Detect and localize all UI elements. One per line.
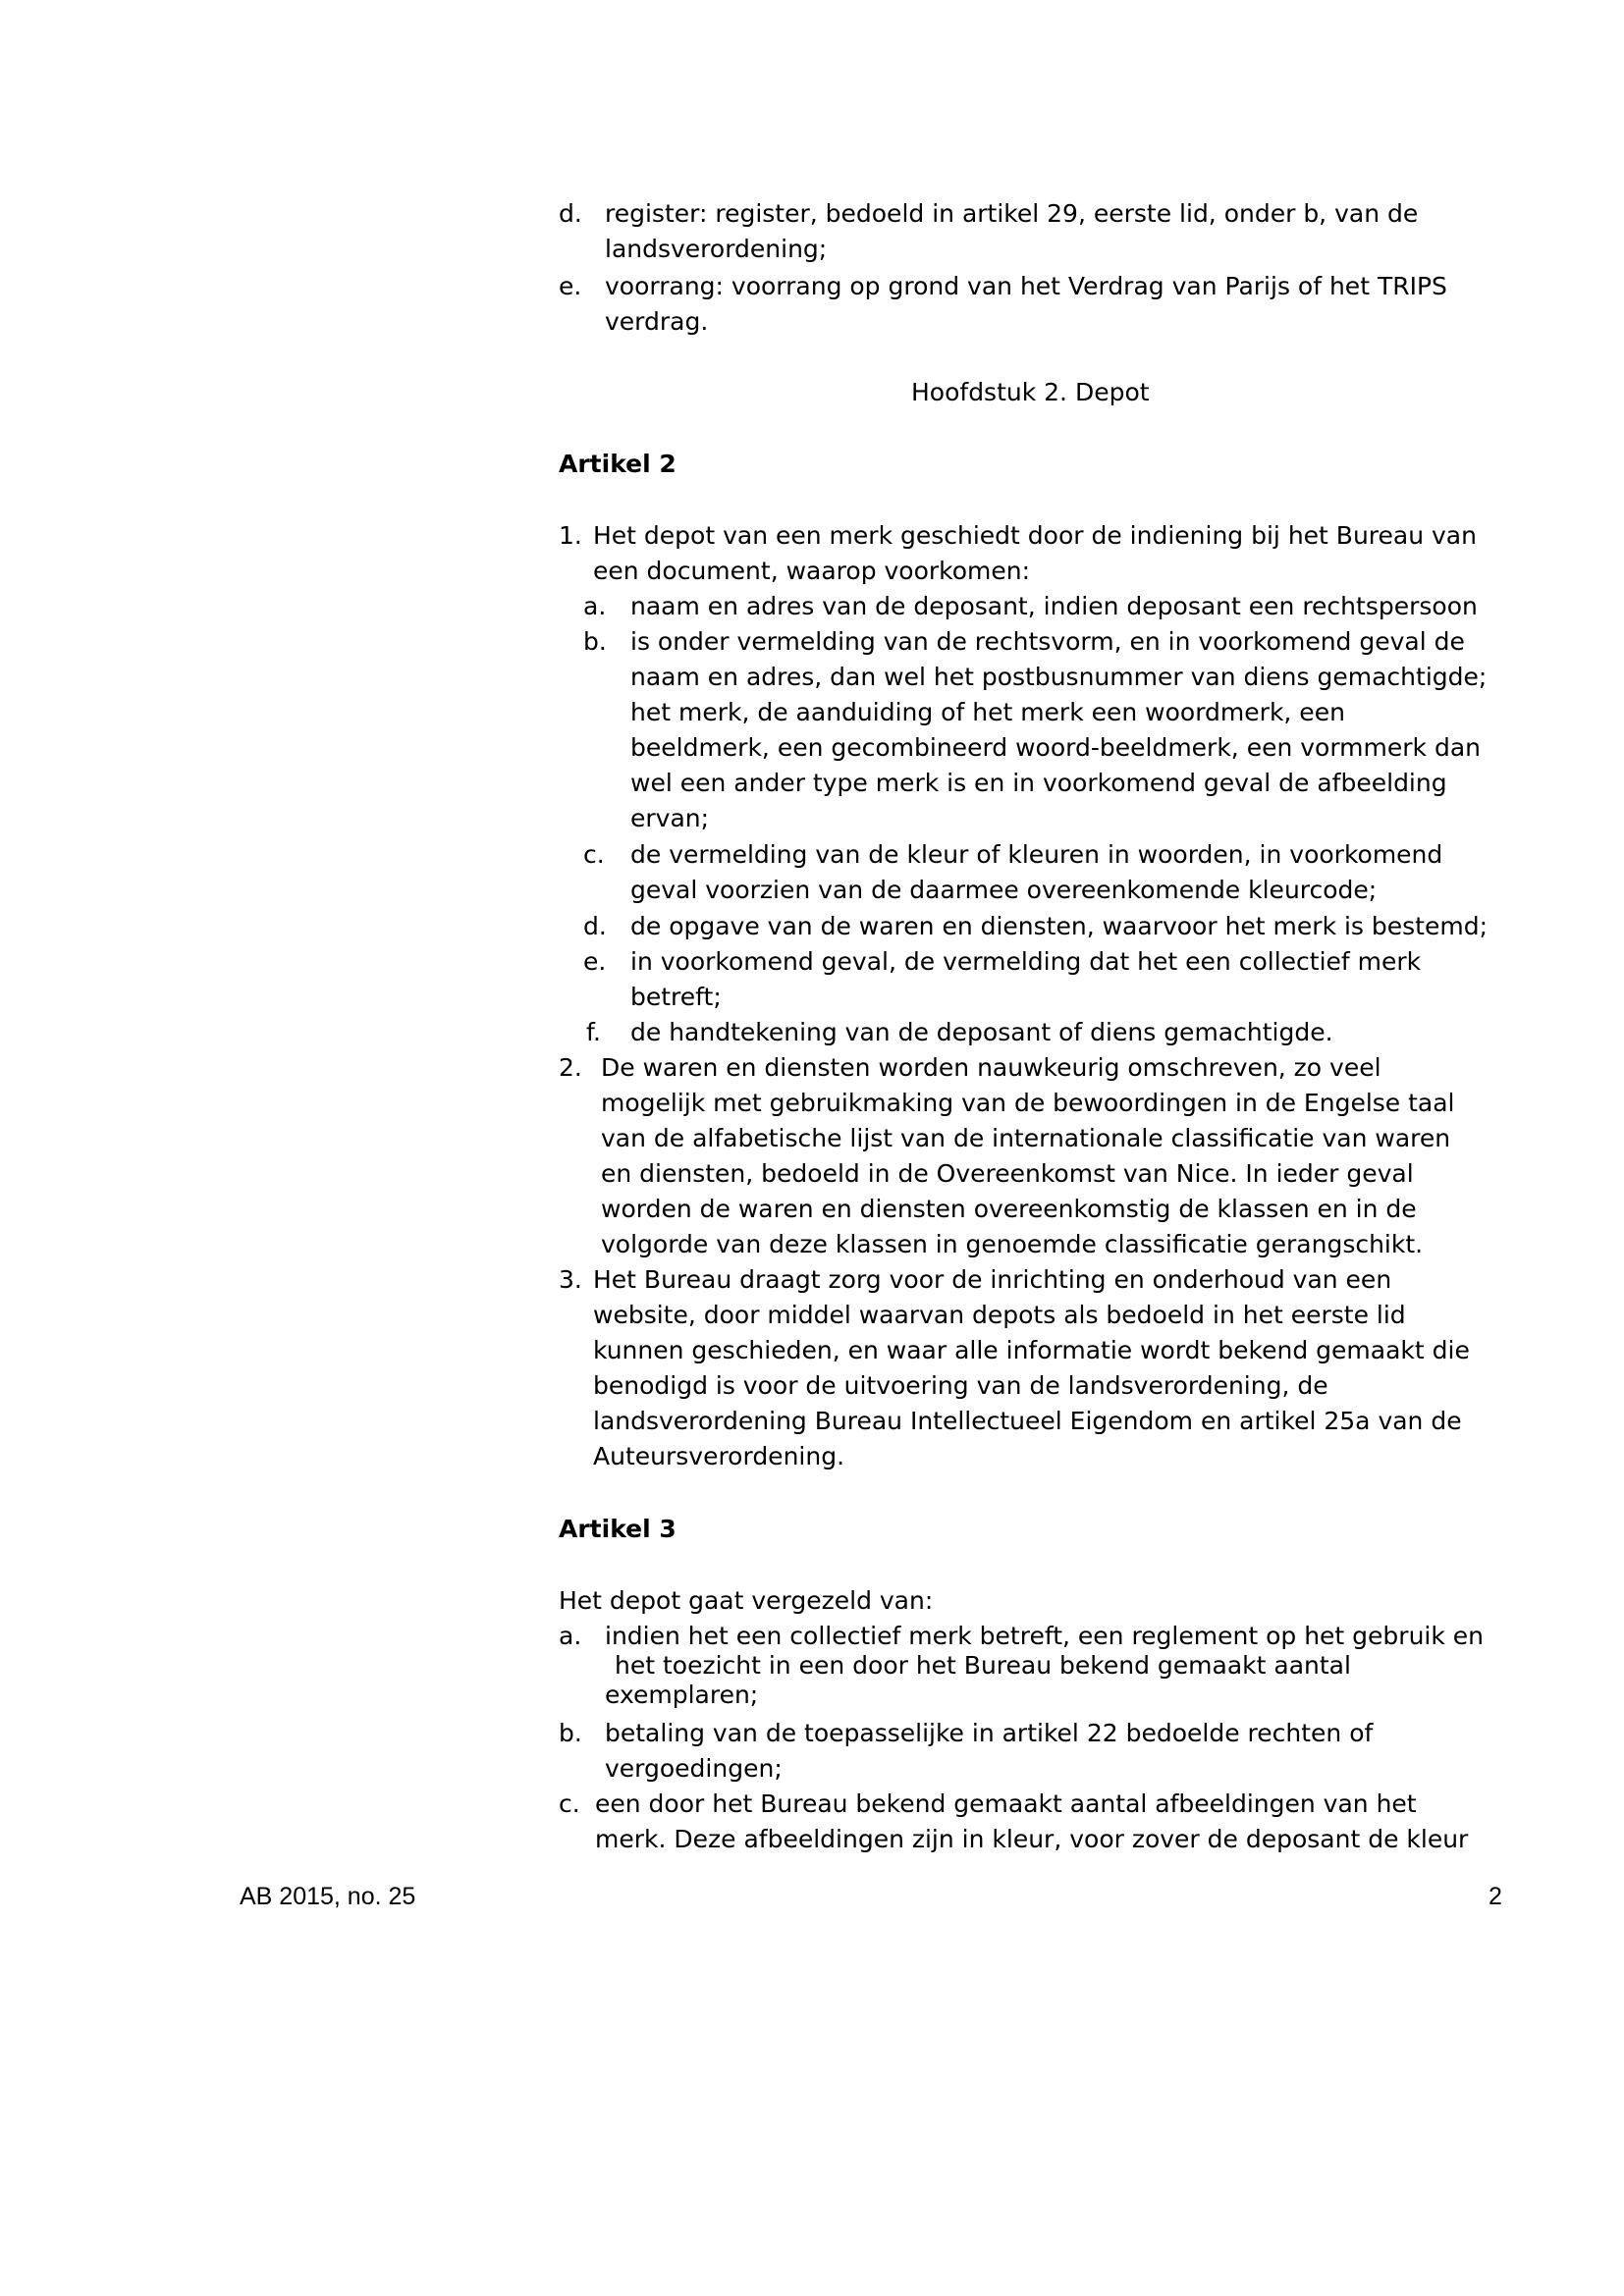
paragraph-text: Het depot van een merk geschiedt door de indiening bij het Bureau van — [593, 521, 1477, 550]
list-item-text: een door het Bureau bekend gemaakt aantal afbeeldingen van het — [595, 1789, 1417, 1818]
paragraph-text: volgorde van deze klassen in genoemde classificatie gerangschikt. — [601, 1230, 1424, 1258]
list-marker: c. — [559, 1789, 580, 1818]
footer-publication-ref: AB 2015, no. 25 — [240, 1883, 416, 1910]
list-item-text: verdrag. — [605, 307, 709, 336]
paragraph-text: een document, waarop voorkomen: — [593, 557, 1031, 585]
list-item-text: geval voorzien van de daarmee overeenkomende kleurcode; — [630, 876, 1378, 904]
list-item-text: exemplaren; — [605, 1681, 759, 1709]
article-heading: Artikel 2 — [559, 450, 677, 478]
paragraph-text: worden de waren en diensten overeenkomstig de klassen en in de — [601, 1195, 1417, 1223]
list-item-text: betaling van de toepasselijke in artikel 22 bedoelde rechten of — [605, 1719, 1374, 1747]
list-marker: a. — [559, 1622, 582, 1650]
article-heading: Artikel 3 — [559, 1515, 677, 1543]
paragraph-text: Het depot gaat vergezeld van: — [559, 1586, 934, 1615]
list-item-text: is onder vermelding van de rechtsvorm, en in voorkomend geval de — [630, 627, 1465, 656]
paragraph-text: Het Bureau draagt zorg voor de inrichting en onderhoud van een — [593, 1265, 1392, 1294]
list-marker: e. — [559, 272, 582, 300]
list-marker: e. — [583, 947, 607, 976]
list-item-text: betreft; — [630, 983, 722, 1011]
paragraph-text: landsverordening Bureau Intellectueel Eigendom en artikel 25a van de — [593, 1407, 1462, 1435]
paragraph-text: Auteursverordening. — [593, 1442, 845, 1470]
list-marker: c. — [583, 840, 605, 869]
chapter-title: Hoofdstuk 2. Depot — [911, 378, 1150, 406]
list-item-text: het toezicht in een door het Bureau bekend gemaakt aantal — [615, 1651, 1351, 1680]
list-item-text: naam en adres, dan wel het postbusnummer van diens gemachtigde; — [630, 663, 1488, 691]
list-item-text: merk. Deze afbeeldingen zijn in kleur, voor zover de deposant de kleur — [595, 1825, 1469, 1853]
list-item-text: het merk, de aanduiding of het merk een woordmerk, een — [630, 698, 1345, 726]
list-marker: b. — [583, 627, 607, 656]
list-marker: d. — [583, 912, 607, 940]
paragraph-text: mogelijk met gebruikmaking van de bewoordingen in de Engelse taal — [601, 1089, 1455, 1117]
list-item-text: naam en adres van de deposant, indien deposant een rechtspersoon — [630, 592, 1478, 620]
list-item-text: beeldmerk, een gecombineerd woord-beeldmerk, een vormmerk dan — [630, 733, 1482, 762]
list-marker: b. — [559, 1719, 582, 1747]
list-item-text: de opgave van de waren en diensten, waarvoor het merk is bestemd; — [630, 912, 1489, 940]
list-marker: f. — [586, 1018, 601, 1046]
paragraph-marker: 2. — [559, 1053, 582, 1082]
paragraph-text: van de alfabetische lijst van de internationale classificatie van waren — [601, 1124, 1451, 1152]
list-item-text: de vermelding van de kleur of kleuren in woorden, in voorkomend — [630, 840, 1443, 869]
paragraph-marker: 3. — [559, 1265, 582, 1294]
list-item-text: register: register, bedoeld in artikel 29, eerste lid, onder b, van de — [605, 199, 1419, 228]
page-number: 2 — [1489, 1883, 1502, 1910]
paragraph-text: website, door middel waarvan depots als bedoeld in het eerste lid — [593, 1301, 1406, 1329]
paragraph-marker: 1. — [559, 521, 582, 550]
list-marker: d. — [559, 199, 582, 228]
list-item-text: vergoedingen; — [605, 1754, 783, 1783]
list-item-text: in voorkomend geval, de vermelding dat het een collectief merk — [630, 947, 1422, 976]
paragraph-text: benodigd is voor de uitvoering van de landsverordening, de — [593, 1371, 1328, 1400]
list-item-text: ervan; — [630, 804, 710, 832]
list-item-text: indien het een collectief merk betreft, een reglement op het gebruik en — [605, 1622, 1485, 1650]
list-item-text: landsverordening; — [605, 235, 828, 263]
list-item-text: wel een ander type merk is en in voorkomend geval de afbeelding — [630, 769, 1447, 797]
list-item-text: voorrang: voorrang op grond van het Verdrag van Parijs of het TRIPS — [605, 272, 1447, 300]
paragraph-text: en diensten, bedoeld in de Overeenkomst van Nice. In ieder geval — [601, 1159, 1414, 1188]
list-item-text: de handtekening van de deposant of diens gemachtigde. — [630, 1018, 1333, 1046]
paragraph-text: kunnen geschieden, en waar alle informatie wordt bekend gemaakt die — [593, 1336, 1470, 1364]
paragraph-text: De waren en diensten worden nauwkeurig omschreven, zo veel — [601, 1053, 1381, 1082]
list-marker: a. — [583, 592, 607, 620]
